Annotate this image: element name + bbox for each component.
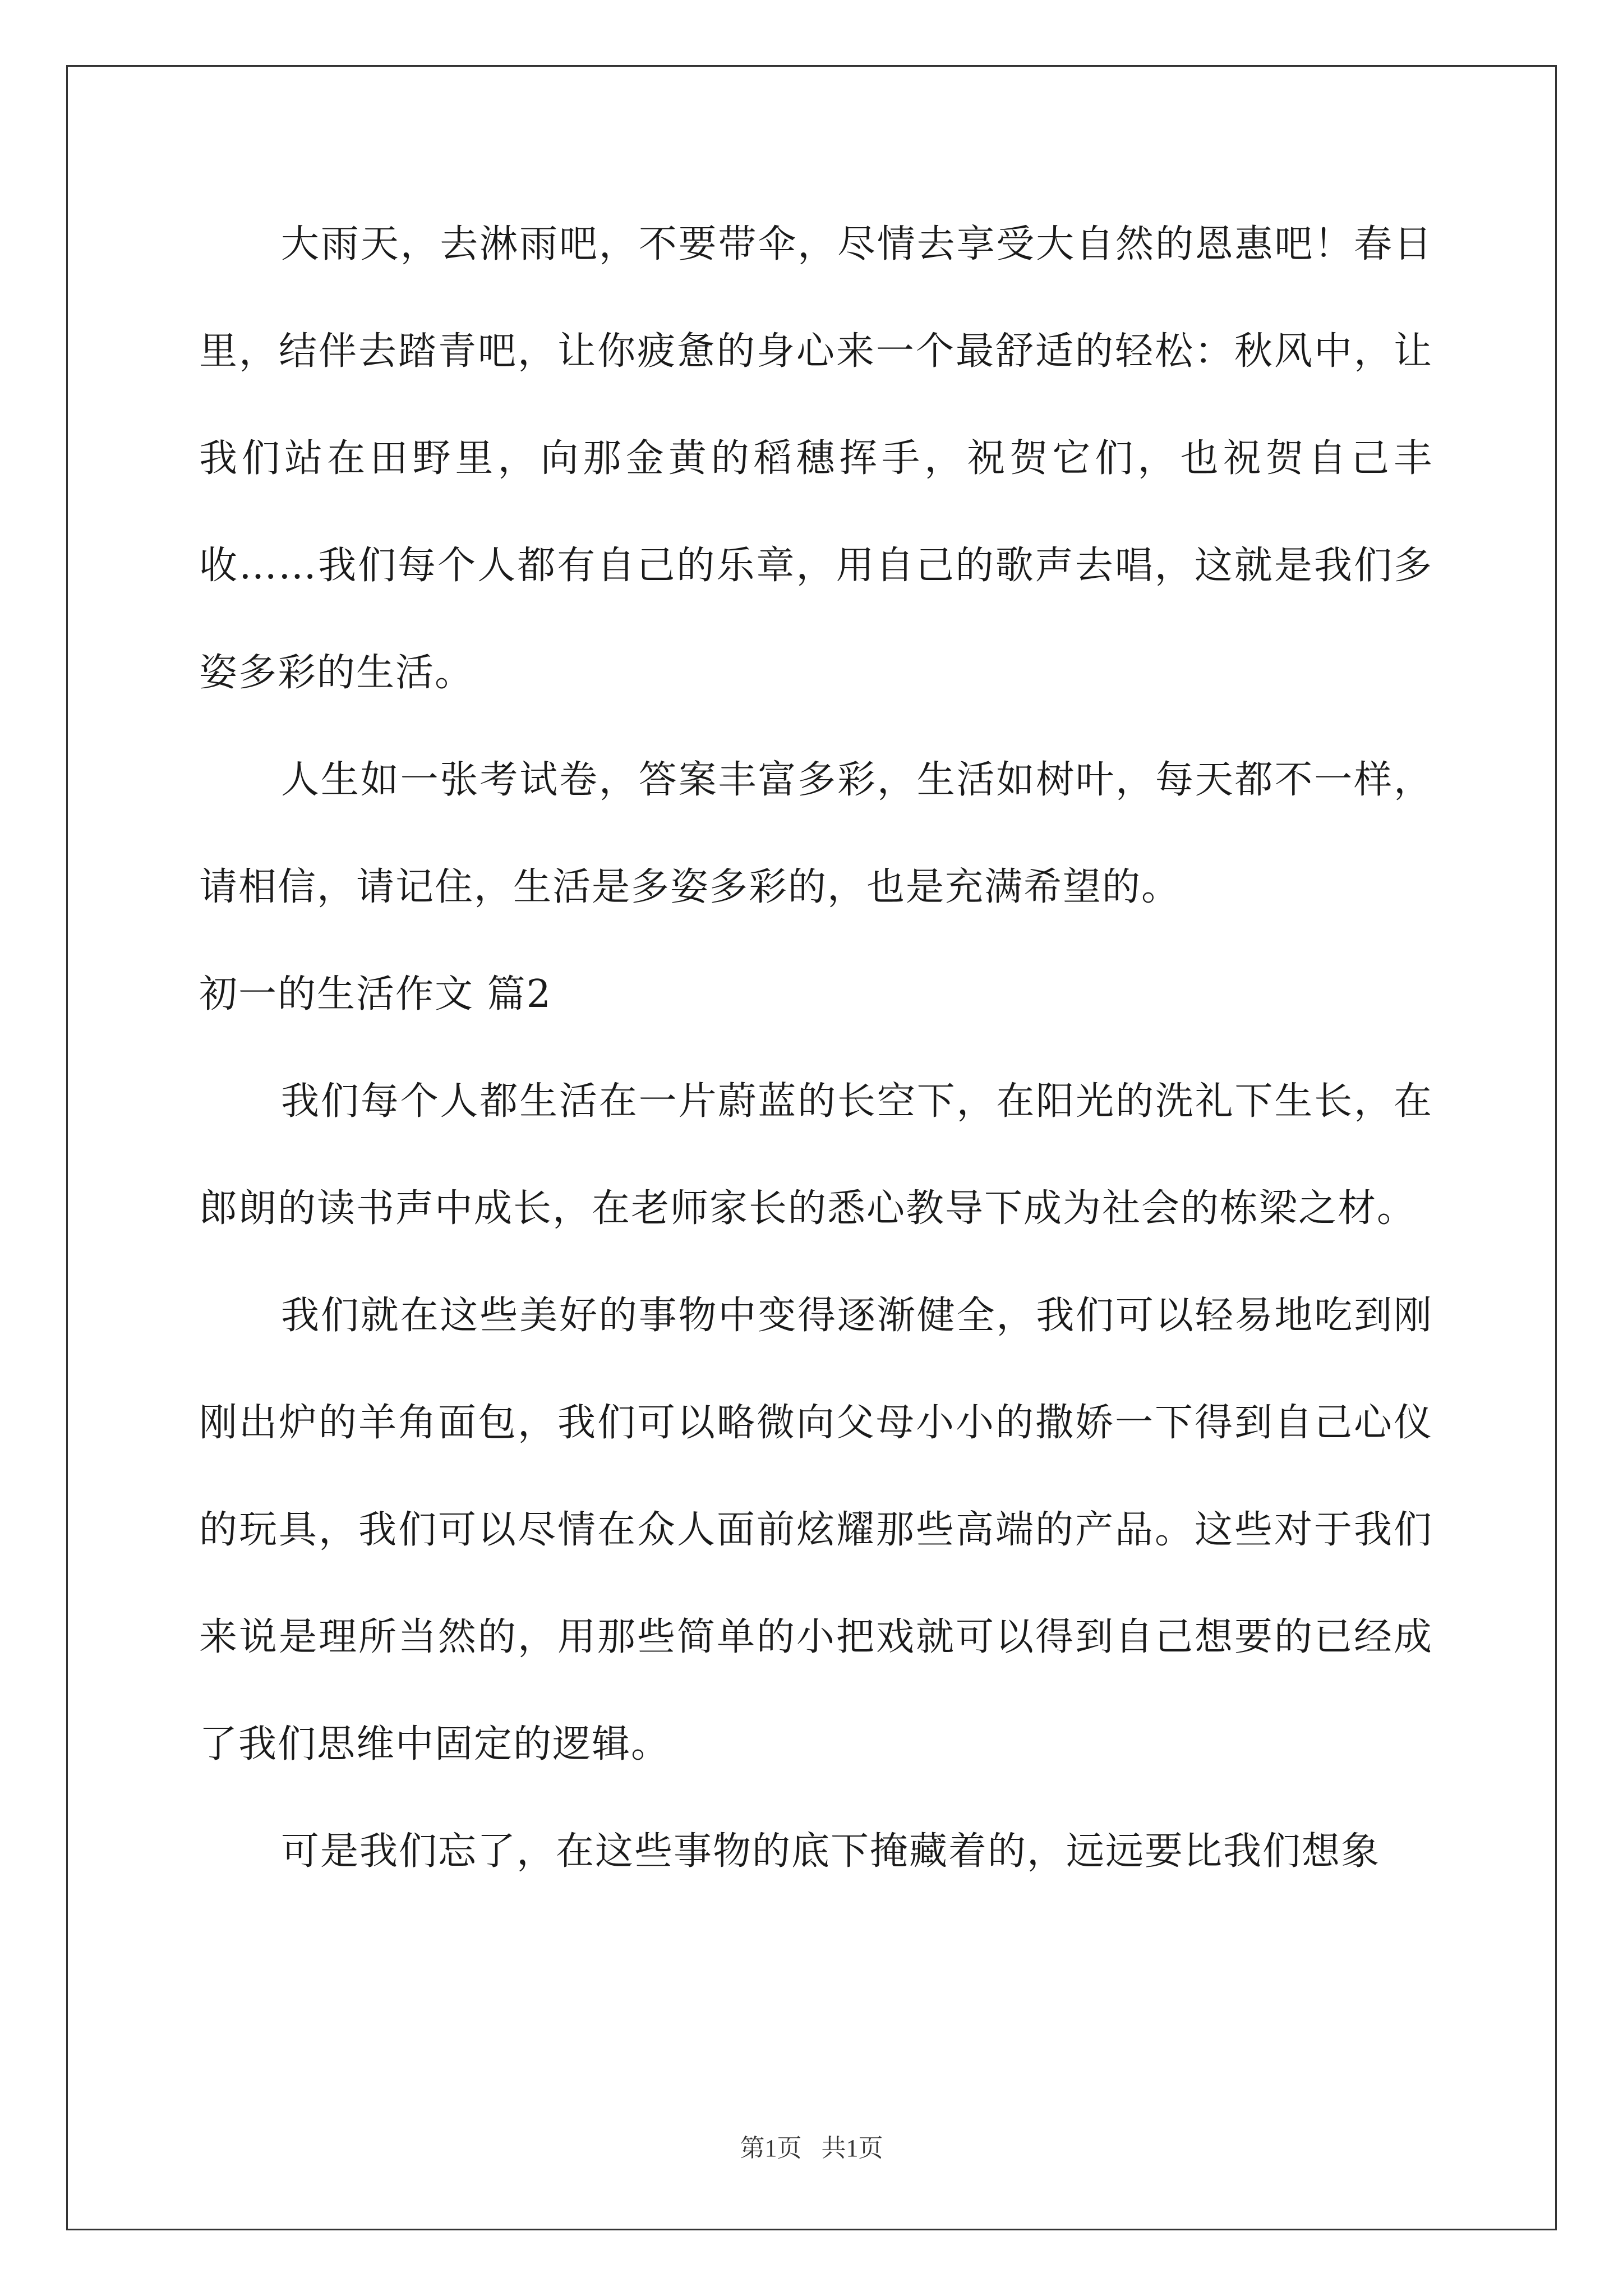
page-number-current: 第1页: [740, 2134, 802, 2162]
paragraph-2: 人生如一张考试卷，答案丰富多彩，生活如树叶，每天都不一样，请相信，请记住，生活是多姿多彩的，也是充满希望的。: [199, 758, 1433, 909]
document-body: [199, 191, 1433, 1905]
paragraph-5: 可是我们忘了，在这些事物的底下掩藏着的，远远要比我们想象: [281, 1829, 1381, 1874]
page-number-total: 共1页: [821, 2134, 883, 2162]
paragraph-3: 我们每个人都生活在一片蔚蓝的长空下，在阳光的洗礼下生长，在郎朗的读书声中成长，在老师家长的悉心教导下成为社会的栋梁之材。: [199, 1079, 1433, 1231]
section-heading: 初一的生活作文 篇2: [199, 972, 552, 1016]
paragraph-1: 大雨天，去淋雨吧，不要带伞，尽情去享受大自然的恩惠吧！春日里，结伴去踏青吧，让你疲惫的身心来一个最舒适的轻松：秋风中，让我们站在田野里，向那金黄的稻穗挥手，祝贺它们，也祝贺自己丰收……我们每个人都有自己的乐章，用自己的歌声去唱，这就是我们多姿多彩的生活。: [199, 222, 1433, 695]
page-footer: [0, 2132, 1623, 2165]
paragraph-4: 我们就在这些美好的事物中变得逐渐健全，我们可以轻易地吃到刚刚出炉的羊角面包，我们可以略微向父母小小的撒娇一下得到自己心仪的玩具，我们可以尽情在众人面前炫耀那些高端的产品。这些对于我们来说是理所当然的，用那些简单的小把戏就可以得到自己想要的已经成了我们思维中固定的逻辑。: [199, 1294, 1433, 1766]
